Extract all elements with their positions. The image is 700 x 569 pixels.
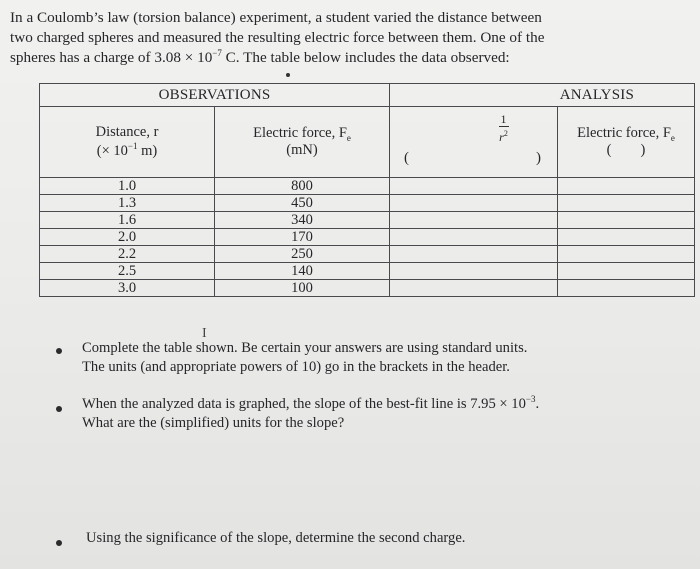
unit-bracket-close: ) [536,150,541,166]
bullet-1-line-1: Complete the table shown. Be certain your answers are using standard units. [82,340,528,356]
force-cell: 250 [215,246,390,263]
slope-exponent: −3 [525,394,536,404]
analysis-force-sub: e [670,132,675,143]
force-label: Electric force, F [253,124,347,141]
intro-line-1: In a Coulomb’s law (torsion balance) experiment, a student varied the distance between [10,9,542,26]
inverse-r-squared-fraction [499,113,509,144]
inverse-r-squared-cell[interactable] [390,178,558,195]
bullet-dot-2 [56,406,62,412]
force-header [215,107,390,178]
inverse-r-squared-cell[interactable] [390,280,558,297]
analysis-force-label: Electric force, F [577,124,671,141]
analysis-force-cell[interactable] [558,280,695,297]
distance-unit: (× 10 [96,142,128,159]
analysis-force-cell[interactable] [558,229,695,246]
data-table [39,83,695,297]
intro-line-3-text: spheres has a charge of 3.08 × 10 [10,49,213,66]
force-cell: 100 [215,280,390,297]
force-unit: (mN) [286,142,318,159]
table-row [40,229,695,246]
force-cell: 340 [215,212,390,229]
inverse-r-squared-cell[interactable] [390,263,558,280]
table-body [40,178,695,297]
table-row [40,212,695,229]
distance-cell: 2.0 [40,229,215,246]
bullet-dot-3 [56,540,62,546]
table-row [40,178,695,195]
fraction-denominator: r [499,130,504,144]
analysis-force-cell[interactable] [558,263,695,280]
table-row [40,246,695,263]
observations-header: OBSERVATIONS [40,84,390,107]
inverse-r-squared-cell[interactable] [390,195,558,212]
bullet-2-line-1: When the analyzed data is graphed, the slope of the best-fit line is 7.95 × 10 [82,396,526,412]
inverse-r-squared-cell[interactable] [390,246,558,263]
distance-cell: 1.0 [40,178,215,195]
force-label-sub: e [346,132,351,143]
force-cell: 450 [215,195,390,212]
distance-cell: 2.5 [40,263,215,280]
bullet-1-line-2: The units (and appropriate powers of 10) go in the brackets in the header. [82,359,510,375]
charge-exponent: −7 [212,48,222,58]
fraction-exponent: 2 [503,129,508,138]
distance-unit-exp: −1 [127,141,138,152]
distance-cell: 3.0 [40,280,215,297]
distance-label: Distance, r [95,124,159,141]
text-cursor-icon: I [202,326,207,341]
table-row [40,195,695,212]
unit-bracket-open: ( [404,150,409,166]
intro-line-3 [10,48,680,68]
force-cell: 170 [215,229,390,246]
problem-intro [10,8,680,68]
distance-cell: 1.3 [40,195,215,212]
bullet-dot-1 [56,348,62,354]
bullet-1 [82,339,682,377]
bullet-3 [86,529,686,548]
inverse-r-squared-cell[interactable] [390,212,558,229]
table-row [40,263,695,280]
distance-unit-tail: m) [137,142,158,159]
inverse-r-squared-header [390,107,558,178]
analysis-force-header [558,107,695,178]
intro-line-3-tail: C. The table below includes the data observed: [221,49,510,66]
distance-header [40,107,215,178]
analysis-force-cell[interactable] [558,195,695,212]
force-cell: 800 [215,178,390,195]
force-cell: 140 [215,263,390,280]
analysis-header: ANALYSIS [390,84,695,107]
table-row [40,280,695,297]
intro-line-2: two charged spheres and measured the resulting electric force between them. One of the [10,29,545,46]
analysis-force-unit-brackets: ( ) [606,142,646,159]
bullet-2-period: . [535,396,540,412]
analysis-force-cell[interactable] [558,246,695,263]
inverse-r-squared-cell[interactable] [390,229,558,246]
analysis-force-cell[interactable] [558,178,695,195]
bullet-3-line-1: Using the significance of the slope, determine the second charge. [86,530,466,546]
distance-cell: 1.6 [40,212,215,229]
distance-cell: 2.2 [40,246,215,263]
fraction-numerator: 1 [500,112,507,126]
stray-dot [286,73,290,77]
analysis-force-cell[interactable] [558,212,695,229]
bullet-2 [82,395,682,433]
bullet-2-line-2: What are the (simplified) units for the slope? [82,415,345,431]
